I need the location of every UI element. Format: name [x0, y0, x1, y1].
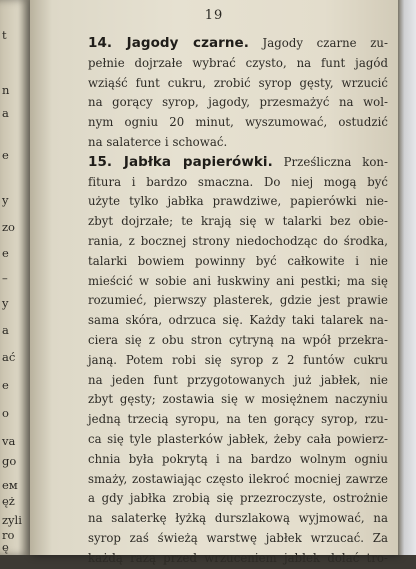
page-number: 19	[204, 8, 224, 23]
margin-fragment: y	[2, 193, 9, 207]
text-line: na salaterkę łyżką durszlakową wyjmować, na	[88, 511, 388, 526]
text-line: syrop zaś świeżą warstwę jabłek wrzucać. Za	[88, 530, 388, 545]
text-line: smaży, zostawiając często ilekroć mocniej zawrze	[88, 471, 388, 486]
margin-fragment: zo	[2, 220, 15, 234]
margin-fragment: e	[2, 148, 9, 162]
text-line: janą. Potem robi się syrop z 2 funtów cukru	[88, 352, 388, 367]
margin-fragment: ем	[2, 478, 18, 492]
text-line: na salaterce i schować.	[88, 134, 228, 149]
margin-fragment: ro	[2, 528, 15, 542]
text-line: wziąść funt cukru, zrobić syrop gęsty, wrzucić	[88, 75, 388, 90]
text-line: chnia była pokrytą i na bardzo wolnym ogniu	[88, 451, 388, 466]
text-line: ciera się z obu stron cytryną na wpół przekra-	[88, 332, 388, 347]
text-line: fitura i bardzo smaczna. Do niej mogą być	[88, 174, 388, 189]
margin-fragment: a	[2, 323, 9, 337]
text-line: 14. Jagody czarne. Jagody czarne zu-	[88, 35, 389, 51]
text-line: talarki bowiem powinny być całkowite i nie	[88, 253, 388, 268]
recipe-heading: 14. Jagody czarne.	[88, 35, 249, 51]
margin-fragment: e	[2, 246, 9, 260]
margin-fragment: a	[2, 106, 9, 120]
margin-fragment: va	[2, 434, 16, 448]
previous-page-edge	[0, 0, 30, 555]
page-text	[88, 34, 388, 569]
book-page	[30, 0, 398, 565]
margin-fragment: n	[2, 83, 10, 97]
text-line: jedną trzecią syropu, na ten gorący syrop, rzu-	[88, 412, 388, 427]
margin-fragment: go	[2, 454, 17, 468]
text-line: 15. Jabłka papierówki. Prześliczna kon-	[88, 153, 388, 170]
text-line: na gorący syrop, jagody, przesmażyć na wol-	[88, 95, 388, 110]
margin-fragment: zyli	[2, 513, 22, 527]
text-line: sama skóra, odrzuca się. Każdy taki talarek na-	[88, 313, 388, 328]
margin-fragment: ę	[2, 540, 9, 554]
text-line: rozumieć, pierwszy plasterek, gdzie jest prawie	[88, 293, 388, 308]
text-line: rania, z bocznej strony niedochodząc do środka,	[88, 233, 388, 248]
text-line: pełnie dojrzałe wybrać czysto, na funt jagód	[88, 55, 388, 70]
text-line: użyte tylko jabłka prawdziwe, papierówki nie-	[88, 194, 388, 209]
text-line: zbyt gęsty; zostawia się w mosiężnem naczyniu	[88, 392, 388, 407]
text-line: mieścić w sobie ani łuskwiny ani pestki; ma się	[88, 273, 388, 288]
margin-fragment: –	[2, 271, 8, 285]
margin-fragment: ać	[2, 350, 16, 364]
margin-fragment: t	[2, 28, 7, 42]
margin-fragment: e	[2, 378, 9, 392]
margin-fragment: y	[2, 296, 9, 310]
text-line: zbyt dojrzałe; te krają się w talarki bez obie-	[88, 214, 388, 229]
text-line: każdą razą przed wrzuceniem jabłek dolać tro-	[88, 550, 388, 565]
recipe-heading: 15. Jabłka papierówki.	[88, 153, 273, 170]
text-line: nym ogniu 20 minut, wyszumować, ostudzić	[88, 115, 388, 130]
text-line: na jeden funt przygotowanych już jabłek, nie	[88, 372, 388, 387]
margin-fragment: o	[2, 406, 9, 420]
text-line: ca się tyle plasterków jabłek, żeby cała powierz-	[88, 431, 388, 446]
margin-fragment: ęż	[2, 494, 15, 508]
background-edge	[398, 0, 416, 555]
text-line: a gdy jabłka zrobią się przezroczyste, ostrożnie	[88, 491, 388, 506]
